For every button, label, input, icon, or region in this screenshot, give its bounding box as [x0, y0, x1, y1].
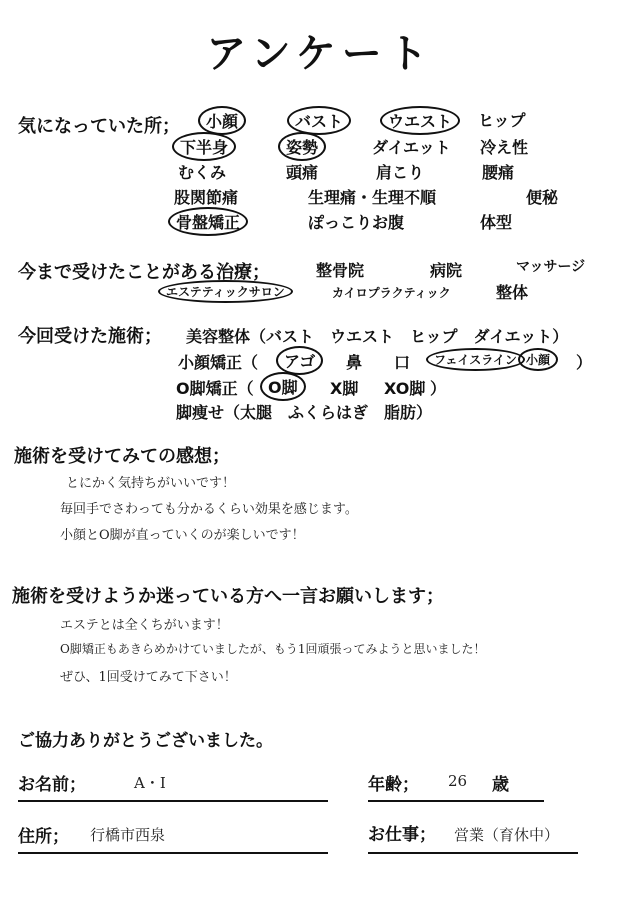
q3-o-leg-head: O脚矯正（ — [176, 379, 254, 398]
q3-leg-slimming: 脚痩せ（太腿 ふくらはぎ 脂肪） — [176, 403, 433, 422]
q3-item-small-face: 小顔 — [518, 348, 558, 371]
q1-option-diet: ダイエット — [372, 138, 451, 157]
q1-option-constipation: 便秘 — [526, 188, 559, 207]
q1-option-menstrual: 生理痛・生理不順 — [308, 188, 437, 207]
address-value: 行橋市西泉 — [90, 826, 166, 844]
q1-option-body-shape: 体型 — [480, 213, 513, 232]
q1-option-swelling: むくみ — [178, 163, 227, 182]
q1-option-hip: ヒップ — [478, 111, 526, 130]
q2-option-esthetic-salon: エステティックサロン — [158, 280, 293, 303]
q1-option-back-pain: 腰痛 — [482, 163, 515, 182]
q4-answer-3: 小顔とO脚が直っていくのが楽しいです！ — [60, 528, 305, 543]
q5-answer-2: O脚矯正もあきらめかけていましたが、もう1回頑張ってみようと思いました！ — [60, 642, 486, 656]
q2-option-seitai: 整体 — [496, 283, 529, 302]
age-unit: 歳 — [492, 775, 509, 795]
address-label: 住所； — [18, 827, 69, 847]
q3-item-x-leg: X脚 — [330, 379, 359, 398]
q1-option-lower-body: 下半身 — [172, 132, 236, 161]
job-value: 営業（育休中） — [454, 826, 560, 844]
q1-option-posture: 姿勢 — [278, 132, 326, 161]
q3-item-nose: 鼻 — [346, 353, 363, 372]
q1-option-small-face: 小顔 — [198, 106, 246, 135]
q3-o-leg-tail: ） — [430, 379, 447, 398]
q2-option-osteopath: 整骨院 — [316, 261, 365, 280]
survey-title: アンケート — [206, 31, 434, 77]
q3-item-mouth: 口 — [394, 353, 411, 372]
q4-answer-1: とにかく気持ちがいいです！ — [66, 476, 236, 491]
q2-option-chiropractic: カイロプラクティック — [332, 286, 451, 300]
q3-item-faceline: フェイスライン — [426, 348, 525, 371]
q4-answer-2: 毎回手でさわっても分かるくらい効果を感じます。 — [60, 502, 358, 517]
q3-small-face-head: 小顔矯正（ — [178, 353, 259, 372]
q3-item-jaw: アゴ — [276, 346, 323, 375]
q2-option-massage: マッサージ — [516, 259, 586, 275]
q5-label: 施術を受けようか迷っている方へ一言お願いします； — [12, 586, 444, 607]
q1-label: 気になっていた所； — [18, 116, 180, 137]
q2-option-hospital: 病院 — [430, 261, 463, 280]
age-value: 26 — [448, 772, 468, 790]
job-underline — [368, 852, 578, 854]
q5-answer-3: ぜひ、1回受けてみて下さい！ — [60, 670, 237, 685]
q3-small-face-tail: ） — [576, 353, 593, 372]
q1-option-hip-joint: 股関節痛 — [174, 188, 239, 207]
q2-label: 今まで受けたことがある治療； — [18, 262, 270, 283]
q4-label: 施術を受けてみての感想； — [14, 446, 230, 467]
q1-option-bust: バスト — [287, 106, 351, 135]
q1-option-cold: 冷え性 — [480, 138, 529, 157]
name-label: お名前； — [18, 775, 86, 795]
name-value: A・I — [134, 774, 166, 792]
q3-beauty-seitai: 美容整体（バスト ウエスト ヒップ ダイエット） — [186, 327, 569, 346]
age-underline — [368, 800, 544, 802]
q1-option-belly: ぽっこりお腹 — [308, 213, 405, 232]
q5-answer-1: エステとは全くちがいます！ — [60, 618, 229, 633]
q3-label: 今回受けた施術； — [18, 326, 162, 347]
q1-option-stiff-shoulders: 肩こり — [376, 163, 425, 182]
q3-item-o-leg: O脚 — [260, 372, 306, 401]
q1-option-headache: 頭痛 — [286, 163, 319, 182]
name-underline — [18, 800, 328, 802]
q3-item-xo-leg: XO脚 — [384, 379, 426, 398]
job-label: お仕事； — [368, 825, 436, 845]
q1-option-pelvis: 骨盤矯正 — [168, 207, 248, 236]
address-underline — [18, 852, 328, 854]
q1-option-waist: ウエスト — [380, 106, 460, 135]
age-label: 年齢； — [368, 775, 419, 795]
thanks-message: ご協力ありがとうございました。 — [18, 731, 273, 751]
